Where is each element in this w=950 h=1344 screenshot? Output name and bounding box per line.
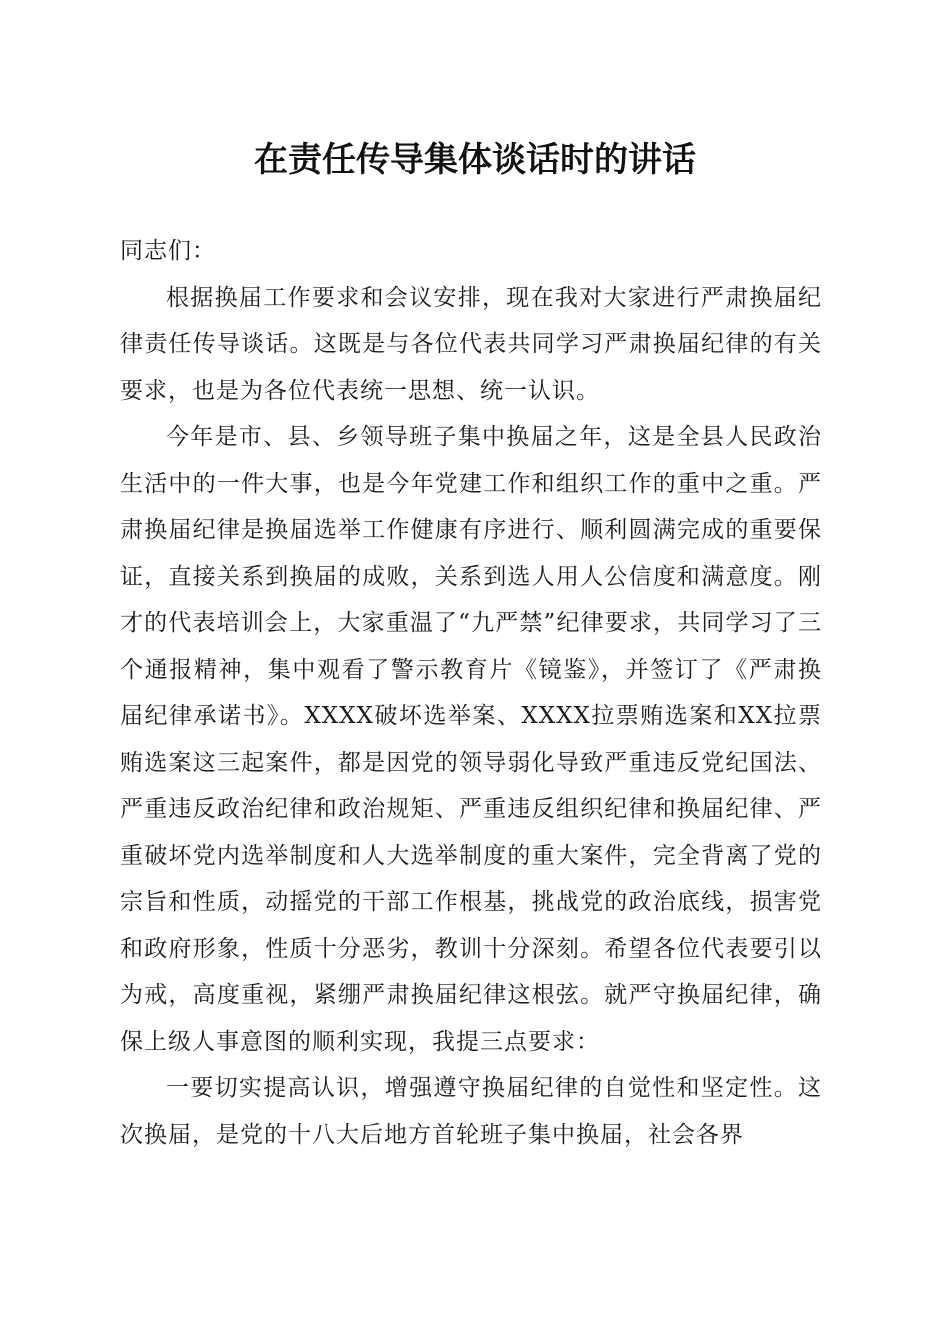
paragraph-3: 一要切实提高认识，增强遵守换届纪律的自觉性和坚定性。这次换届，是党的十八大后地方首轮班子集中换届，社会各界 — [120, 1075, 822, 1148]
paragraph-1: 根据换届工作要求和会议安排，现在我对大家进行严肃换届纪律责任传导谈话。这既是与各位代表共同学习严肃换届纪律的有关要求，也是为各位代表统一思想、统一认识。 — [120, 284, 822, 404]
paragraph-2: 今年是市、县、乡领导班子集中换届之年，这是全县人民政治生活中的一件大事，也是今年党建工作和组织工作的重中之重。严肃换届纪律是换届选举工作健康有序进行、顺利圆满完成的重要保证，直接关系到换届的成败，关系到选人用人公信度和满意度。刚才的代表培训会上，大家重温了“九严禁”纪律要求，共同学习了三个通报精神，集中观看了警示教育片《镜鉴》，并签订了《严肃换届纪律承诺书》。XXXX破坏选举案、XXXX拉票贿选案和XX拉票贿选案这三起案件，都是因党的领导弱化导致严重违反党纪国法、严重违反政治纪律和政治规矩、严重违反组织纪律和换届纪律、严重破坏党内选举制度和人大选举制度的重大案件，完全背离了党的宗旨和性质，动摇党的干部工作根基，挑战党的政治底线，损害党和政府形象，性质十分恶劣，教训十分深刻。希望各位代表要引以为戒，高度重视，紧绷严肃换届纪律这根弦。就严守换届纪律，确保上级人事意图的顺利实现，我提三点要求： — [120, 424, 822, 1055]
salutation: 同志们： — [120, 238, 216, 264]
document-title: 在责任传导集体谈话时的讲话 — [254, 140, 696, 180]
document-body — [120, 228, 822, 1158]
